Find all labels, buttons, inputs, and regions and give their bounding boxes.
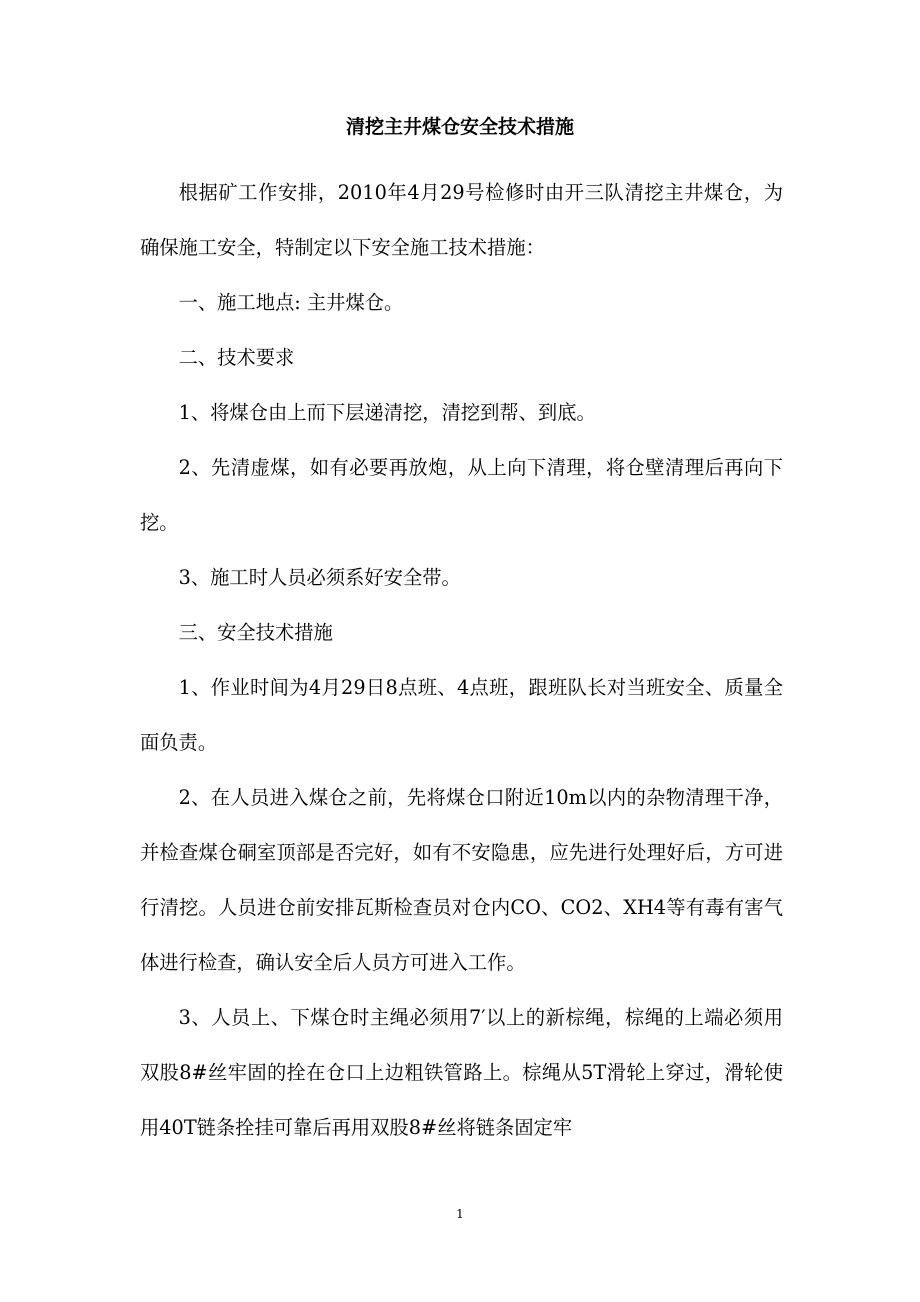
paragraph-construction-site: 一、施工地点: 主井煤仓。 [178, 291, 404, 314]
paragraph-measure-3: 3、人员上、下煤仓时主绳必须用7′以上的新棕绳，棕绳的上端必须用双股8#丝牢固的拴在仓口上边粗铁管路上。棕绳从5T滑轮上穿过，滑轮使用40T链条拴挂可靠后再用双股8#丝将链条固定牢 [140, 1006, 783, 1139]
document-body [140, 165, 783, 1155]
page-number: 1 [456, 1207, 464, 1221]
section-heading-safety-measures: 三、安全技术措施 [178, 621, 333, 644]
paragraph-measure-1: 1、作业时间为4月29日8点班、4点班，跟班队长对当班安全、质量全面负责。 [140, 676, 783, 754]
paragraph-measure-2: 2、在人员进入煤仓之前，先将煤仓口附近10m以内的杂物清理干净，并检查煤仓硐室顶部是否完好，如有不安隐患，应先进行处理好后，方可进行清挖。人员进仓前安排瓦斯检查员对仓内CO、CO2、XH4等有毒有害气体进行检查，确认安全后人员方可进入工作。 [140, 786, 783, 974]
paragraph-intro: 根据矿工作安排，2010年4月29号检修时由开三队清挖主井煤仓，为确保施工安全，特制定以下安全施工技术措施： [140, 181, 783, 259]
paragraph-requirement-3: 3、施工时人员必须系好安全带。 [178, 566, 461, 589]
paragraph-requirement-2: 2、先清虚煤，如有必要再放炮，从上向下清理，将仓壁清理后再向下挖。 [140, 456, 783, 534]
document-title: 清挖主井煤仓安全技术措施 [345, 116, 574, 138]
section-heading-technical-requirements: 二、技术要求 [178, 346, 295, 369]
paragraph-requirement-1: 1、将煤仓由上而下层递清挖，清挖到帮、到底。 [178, 401, 596, 424]
